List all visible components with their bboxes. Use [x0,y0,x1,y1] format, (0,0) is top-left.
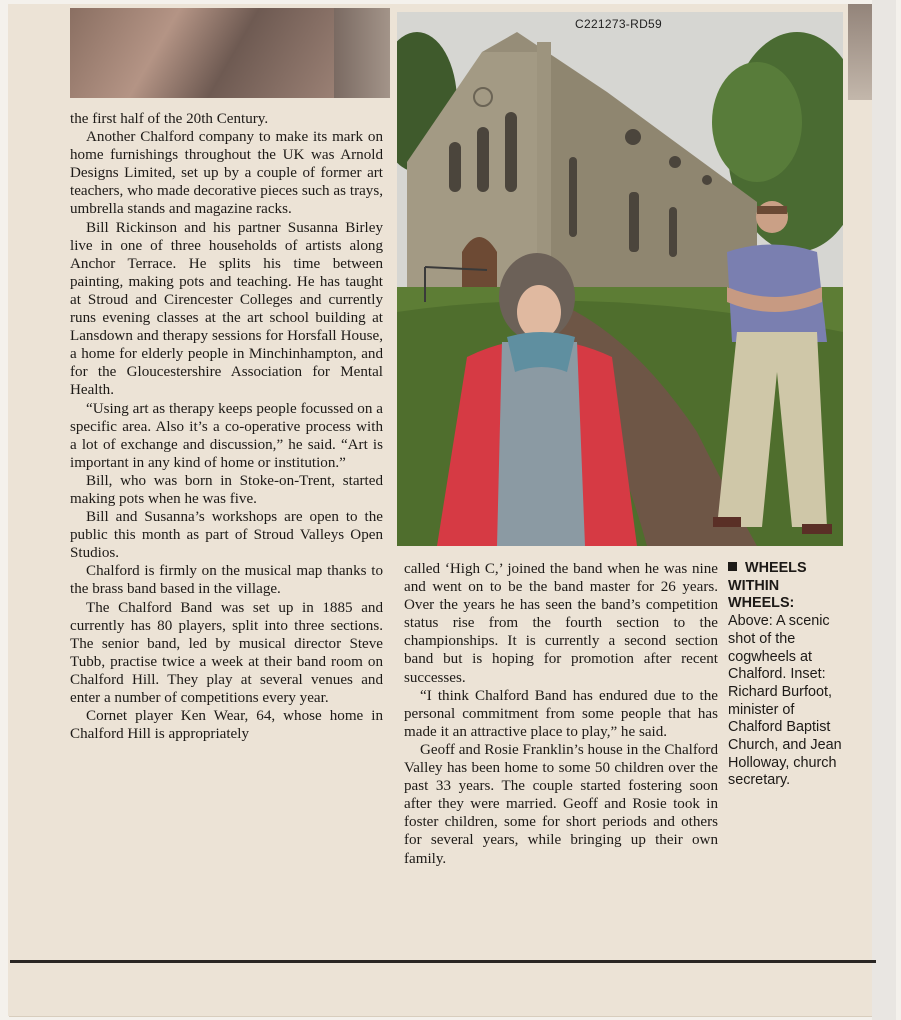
article-paragraph: Bill Rickinson and his partner Susanna Birley live in one of three households of artists along Anchor Terrace. He splits his time between painting, making pots and teaching. He has taught at Stroud and Cirencester Colleges and currently runs evening classes at the art school building at Lansdown and therapy sessions for Horsfall House, a home for elderly people in Minchinhampton, and for the Gloucestershire Association for Mental Health. [70,219,383,399]
scan-margin [872,0,896,1020]
caption-heading [728,560,848,613]
article-paragraph: The Chalford Band was set up in 1885 and currently has 80 players, split into three sections. The senior band, led by musical director Steve Tubb, practise twice a week at their band room on Chalford Hill. They play at several venues and enter a number of competitions every year. [70,599,383,706]
article-paragraph: the first half of the 20th Century. [70,111,269,127]
photo-fragment-right [848,4,872,100]
article-column-1 [70,110,383,743]
article-paragraph: called ‘High C,’ joined the band when he was nine and went on to be the band master for 26 years. Over the years he has seen the band’s competition status rise from the fourth section to the championships. It is currently a second section band but is hoping for promotion after recent successes. [404,561,718,686]
article-column-2 [404,560,718,868]
article-paragraph: Geoff and Rosie Franklin’s house in the Chalford Valley has been home to some 50 children over the past 33 years. The couple started fostering soon after they were married. Geoff and Rosie took in foster children, some for short periods and others for several years, while bringing up their own family. [404,741,718,867]
church-photo [397,12,843,546]
article-paragraph: Bill and Susanna’s workshops are open to the public this month as part of Stroud Valleys Open Studios. [70,509,383,562]
square-bullet-icon [728,562,737,571]
article-paragraph: Another Chalford company to make its mark on home furnishings throughout the UK was Arnold Designs Limited, set up by a couple of former art teachers, who made decorative pieces such as trays, umbrella stands and magazine racks. [70,129,383,218]
caption-heading-text: WHEELS WITHIN WHEELS: [728,560,807,612]
photo-reference-number: C221273-RD59 [575,17,662,31]
article-paragraph: Bill, who was born in Stoke-on-Trent, started making pots when he was five. [70,472,383,507]
article-paragraph: “Using art as therapy keeps people focussed on a specific area. Also it’s a co-operative process with a lot of exchange and discussion,” he said. “Art is important in any kind of home or institution.” [70,400,383,471]
bottom-rule [10,960,876,963]
church-photo-illustration [397,12,843,546]
article-paragraph: “I think Chalford Band has endured due to the personal commitment from some people that has made it an attractive place to play,” he said. [404,687,718,740]
caption-body: Above: A scenic shot of the cogwheels at Chalford. Inset: Richard Burfoot, minister of Chalford Baptist Church, and Jean Holloway, church secretary. [728,613,842,789]
article-paragraph: Chalford is firmly on the musical map thanks to the brass band based in the village. [70,563,383,598]
photo-fragment-strip [334,8,390,98]
cogwheels-photo-fragment [70,8,334,98]
photo-caption [728,560,848,790]
article-paragraph: Cornet player Ken Wear, 64, whose home in Chalford Hill is appropriately [70,708,383,743]
